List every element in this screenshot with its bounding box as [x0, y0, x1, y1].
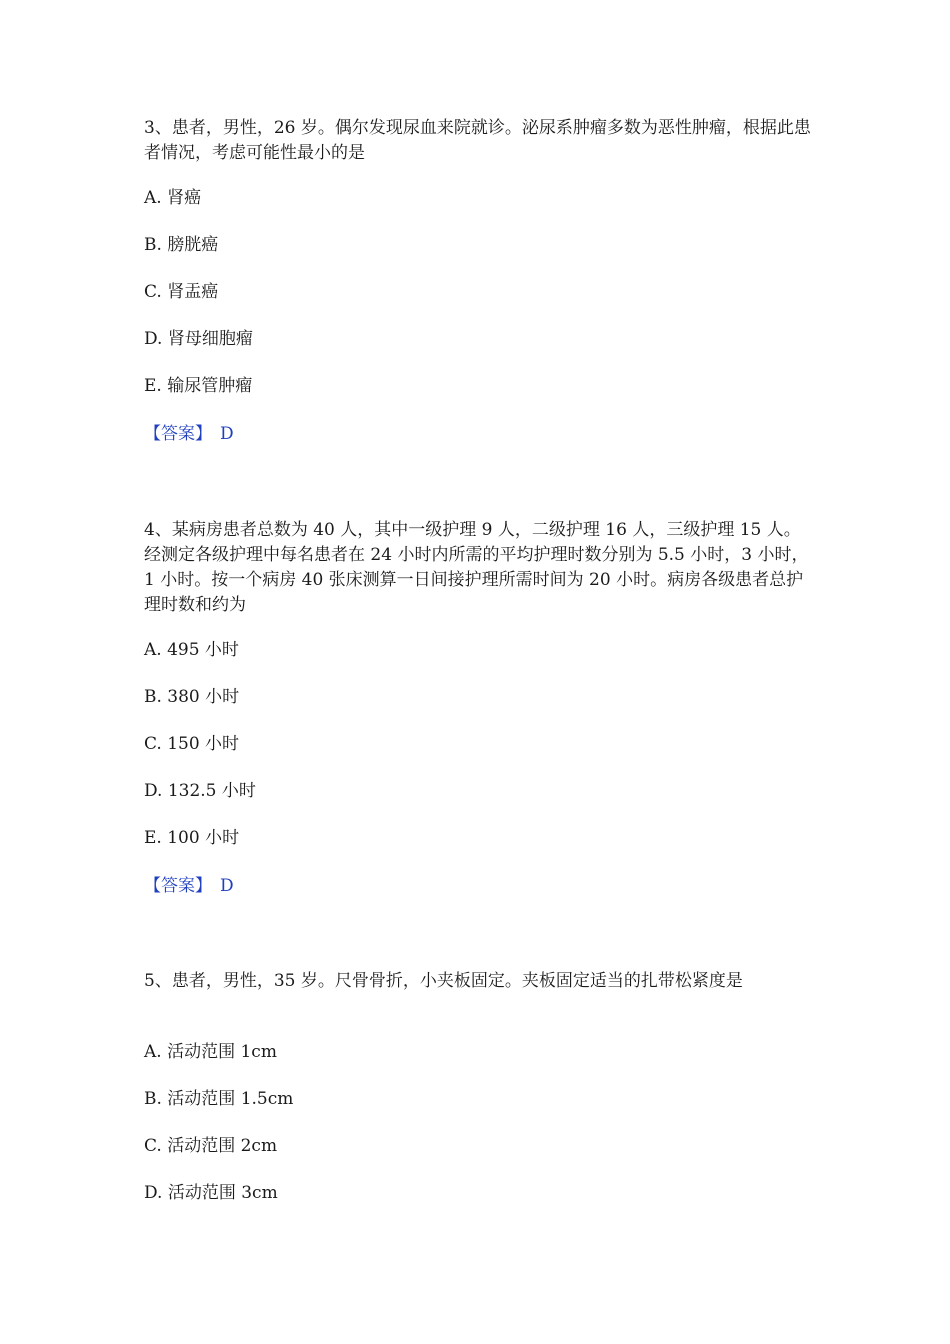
answer-line: [144, 422, 234, 447]
option-a: A. 活动范围 1cm: [144, 1042, 277, 1062]
question-stem: 5、患者，男性，35 岁。尺骨骨折，小夹板固定。夹板固定适当的扎带松紧度是: [144, 971, 743, 991]
option-a: A. 肾癌: [144, 188, 202, 208]
option-c: C. 150 小时: [144, 734, 240, 754]
answer-label: 【答案】: [144, 876, 212, 896]
option-b: B. 380 小时: [144, 687, 240, 707]
question-stem: 4、某病房患者总数为 40 人，其中一级护理 9 人，二级护理 16 人，三级护理 15 人。经测定各级护理中每名患者在 24 小时内所需的平均护理时数分别为 5.5 小时，3 小时，1 小时。按一个病房 40 张床测算一日间接护理所需时间为 20 小时。病房各级患者总护理时数和约为: [144, 520, 809, 615]
question-3: [144, 116, 814, 456]
option-d: D. 活动范围 3cm: [144, 1183, 278, 1203]
question-5: [144, 969, 814, 1219]
answer-value: D: [220, 876, 234, 896]
option-a: A. 495 小时: [144, 640, 239, 660]
answer-line: [144, 874, 234, 899]
option-e: E. 输尿管肿瘤: [144, 376, 253, 396]
option-d: D. 132.5 小时: [144, 781, 256, 801]
answer-label: 【答案】: [144, 424, 212, 444]
question-stem: 3、患者，男性，26 岁。偶尔发现尿血来院就诊。泌尿系肿瘤多数为恶性肿瘤，根据此患者情况，考虑可能性最小的是: [144, 118, 811, 163]
question-4: [144, 518, 814, 908]
option-e: E. 100 小时: [144, 828, 240, 848]
option-c: C. 肾盂癌: [144, 282, 219, 302]
option-c: C. 活动范围 2cm: [144, 1136, 278, 1156]
option-b: B. 膀胱癌: [144, 235, 219, 255]
option-d: D. 肾母细胞瘤: [144, 329, 253, 349]
option-b: B. 活动范围 1.5cm: [144, 1089, 294, 1109]
answer-value: D: [220, 424, 234, 444]
